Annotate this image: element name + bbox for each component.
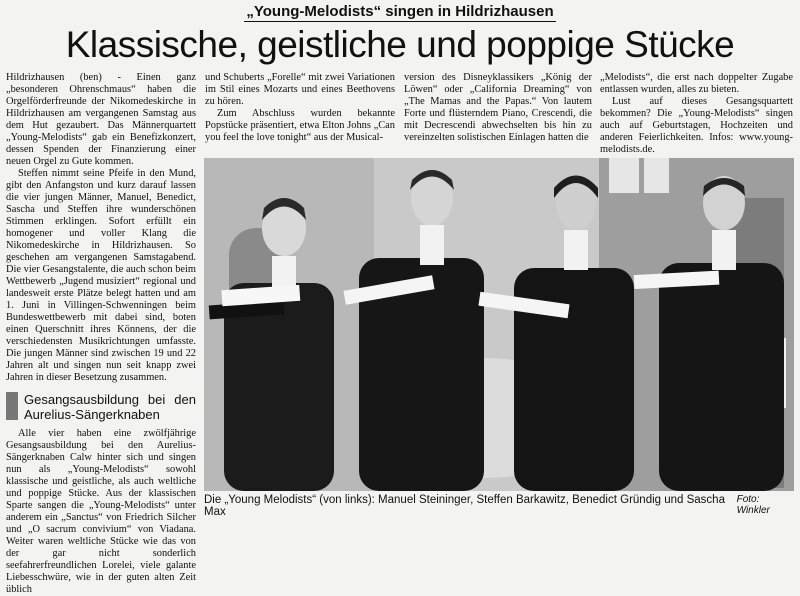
caption-text: Die „Young Melodists“ (von links): Manuel Steininger, Steffen Barkawitz, Benedict Gründig und Sascha Max [204,494,725,518]
article-column-4 [600,72,793,156]
article-column-3 [404,72,592,144]
paragraph-concert: Steffen nimmt seine Pfeife in den Mund, gibt den Anfangston und kurz darauf lassen die vier jungen Männer, Manuel, Benedict, Sascha und Steffen ihre wunderschönen Stimmen erklingen. Sofort erfüllt ein homogener und voller Klang die Nikomedeskirche in Hildrizhausen. So geschehen am vergangenen Samstagabend. Die vier Gesangstalente, die auch schon beim Wettbewerb „Jugend musiziert“ regional und landesweit erste Plätze belegt hatten und am 1. Juni in Villingen-Schwenningen beim Bundeswettbewerb mit dabei sind, boten einen Querschnitt ihres Könnens, der die verschiedensten Musikrichtungen umfasste. Die jungen Männer sind zwischen 19 und 22 Jahren alt und singen nun seit knapp zwei Jahren in dieser Besetzung zusammen. [6,168,196,383]
article-column-2 [205,72,395,144]
paragraph-training: Alle vier haben eine zwölfjährige Gesangsausbildung bei den Aurelius-Sängerknaben Calw hinter sich und singen nun als „Young-Melodists“ sowohl klassische und geistliche, als auch weltliche und poppige Stücke. Aus der klassischen Sparte sangen die „Young-Melodists“ unter anderem ein „Sanctus“ von Friedrich Silcher und „O sacrum convivium“ von Viadana. Weiter waren weltliche Stücke wie das von der gar nicht sonderlich seefahrerfreundlichen Lorelei, viele galante Liebesschwüre, wie in der guten alten Zeit üblich [6,428,196,595]
article-kicker [0,3,800,20]
paragraph-disney: version des Disneyklassikers „König der Löwen“ oder „California Dreaming“ von „The Mamas and the Papas.“ Von lautem Forte und flüsterndem Piano, Crescendi, die mit Decrescendi abwechselten bis hin zu vereinzelten solistischen Einlagen hatten die [404,72,592,143]
paragraph-pop: Zum Abschluss wurden bekannte Popstücke präsentiert, etwa Elton Johns „Can you feel the love tonight“ aus der Musical- [205,108,395,143]
article-headline: Klassische, geistliche und poppige Stücke [65,24,735,65]
kicker-text: „Young-Melodists“ singen in Hildrizhausen [246,3,554,20]
article-column-1 [6,72,196,595]
subheading-text: Gesangsausbildung bei den Aurelius-Sängerknaben [24,392,196,422]
paragraph-encore: „Melodists“, die erst nach doppelter Zugabe entlassen wurden, alles zu bieten. [600,72,793,95]
subheading-marker [6,392,18,420]
quartet-photo [204,158,794,491]
photo-caption [204,494,794,518]
photo-credit: Foto: Winkler [736,494,770,516]
paragraph-booking: Lust auf dieses Gesangsquartett bekommen? Die „Young-Melodists“ singen auch auf Geburtstagen, Hochzeiten und anderen Feierlichkeiten. Infos: www.young-melodists.de. [600,96,793,155]
quartet-photo-illustration [204,158,794,491]
paragraph-continued: und Schuberts „Forelle“ mit zwei Variationen im Stil eines Mozarts und eines Beethovens zu hören. [205,72,395,107]
section-subheading [6,392,196,422]
paragraph-intro: Hildrizhausen (ben) - Einen ganz „besonderen Ohrenschmaus“ haben die Orgelförderfreunde der Nikomedeskirche in Hildrizhausen am vergangenen Samstag aus dem Hut gezaubert. Das Männerquartett „Young-Melodists“ gab ein Benefizkonzert, dessen Spenden der Finanzierung einer neuen Orgel zu Gute kommen. [6,72,196,167]
